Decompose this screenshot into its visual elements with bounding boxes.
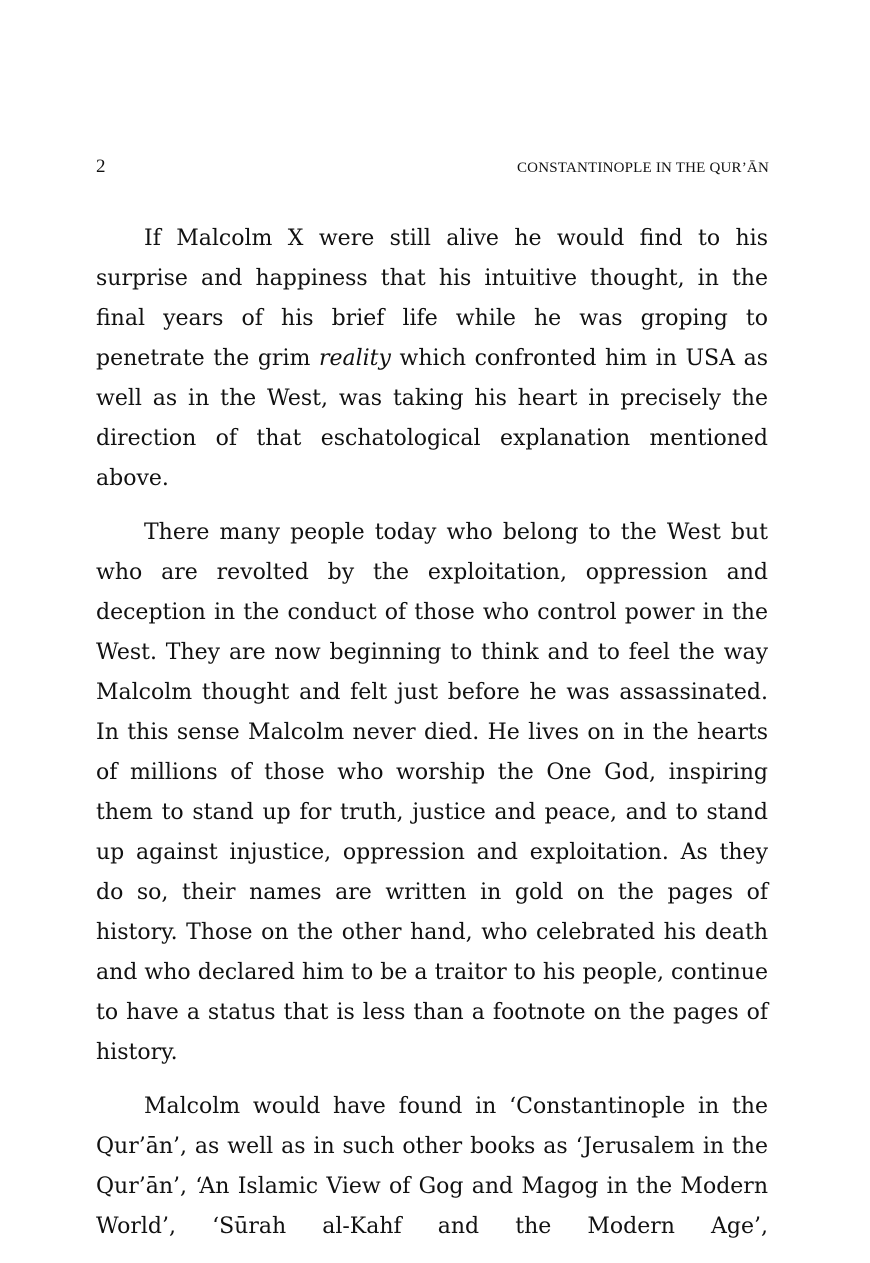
page-number: 2 [96, 156, 106, 177]
paragraph-2: There many people today who belong to the West but who are revolted by the exploitation, oppression and deception in the conduct of those who control power in the West. They are now beginning to think and to feel the way Malcolm thought and felt just before he was assassinated. In this sense Malcolm never died. He lives on in the hearts of millions of those who worship the One God, inspiring them to stand up for truth, justice and peace, and to stand up against injustice, oppression and exploitation. As they do so, their names are written in gold on the pages of history. Those on the other hand, who celebrated his death and who declared him to be a traitor to his people, continue to have a status that is less than a footnote on the pages of history. [96, 520, 768, 1065]
emphasized-word: reality [318, 346, 391, 371]
body-text [96, 219, 768, 1261]
paragraph-1 [96, 219, 768, 499]
running-title: CONSTANTINOPLE IN THE QUR’ĀN [516, 160, 769, 176]
paragraph-3: Malcolm would have found in ‘Constantinople in the Qur’ān’, as well as in such other books as ‘Jerusalem in the Qur’ān’, ‘An Islamic View of Gog and Magog in the Modern World’, ‘Sūrah al-Kahf and the Modern Age’, [96, 1094, 768, 1239]
running-head [96, 156, 769, 182]
paragraph-1-text-end: which confronted him in USA as well as in the West, was taking his heart in precisely the direction of that eschatological explanation mentioned above. [96, 346, 768, 491]
paragraph-1-text-start: If Malcolm X were still alive he would find to his surprise and happiness that his intuitive thought, in the final years of his brief life while he was groping to penetrate the grim [96, 226, 768, 371]
